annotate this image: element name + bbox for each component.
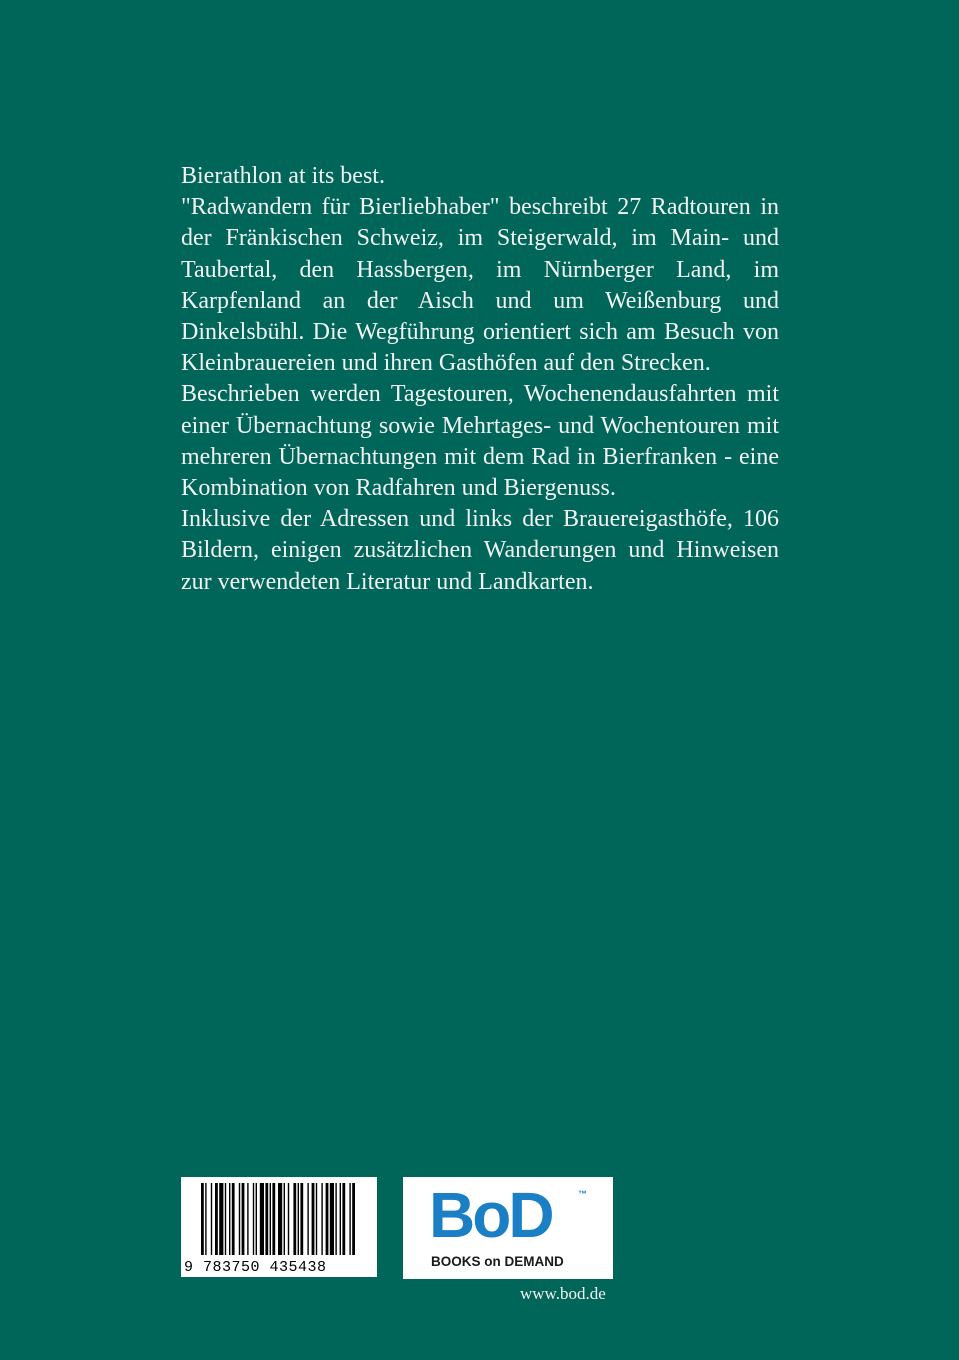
barcode-bar [326, 1183, 329, 1255]
publisher-url[interactable]: www.bod.de [520, 1284, 606, 1303]
barcode-bar [300, 1183, 303, 1255]
barcode-bar [260, 1183, 264, 1255]
barcode-bar [340, 1183, 341, 1255]
barcode-bar [335, 1183, 336, 1255]
barcode-bar [256, 1183, 257, 1255]
barcode-bar [232, 1183, 235, 1255]
barcode-bar [219, 1183, 223, 1255]
barcode-bar [211, 1183, 212, 1255]
back-cover-blurb [181, 161, 779, 598]
publisher-tagline: BOOKS on DEMAND [431, 1254, 564, 1269]
barcode-bar [201, 1183, 204, 1255]
barcode-bar [349, 1183, 350, 1255]
barcode-bar [293, 1183, 296, 1255]
barcode-bar [205, 1183, 206, 1255]
barcode-bar [321, 1183, 322, 1255]
blurb-paragraph-types: Beschrieben werden Tagestouren, Wochenendausfahrten mit einer Übernachtung sowie Mehrtages- und Wochentouren mit mehreren Übernachtungen mit dem Rad in Bierfranken - eine Kombination von Radfahren und Biergenuss. [181, 381, 779, 502]
barcode-bar [225, 1183, 226, 1255]
barcode-bar [253, 1183, 254, 1255]
barcode-bar [215, 1183, 218, 1255]
barcode-bar [342, 1183, 345, 1255]
barcode-bar [307, 1183, 308, 1255]
barcode-bar [288, 1183, 289, 1255]
barcode-bar [316, 1183, 317, 1255]
barcode-bar [239, 1183, 240, 1255]
isbn-number: 9 783750 435438 [184, 1259, 327, 1276]
barcode-bar [270, 1183, 271, 1255]
trademark-symbol: ™ [578, 1189, 587, 1199]
barcode-bar [242, 1183, 245, 1255]
barcode-bar [330, 1183, 334, 1255]
barcode-bars [201, 1183, 357, 1255]
barcode-bar [284, 1183, 285, 1255]
blurb-paragraph-tours: "Radwandern für Bierliebhaber" beschreibt 27 Radtouren in der Fränkischen Schweiz, im Steigerwald, im Main- und Taubertal, den Hassbergen, im Nürnberger Land, im Karpfenland an der Aisch und um Weißenburg und Dinkelsbühl. Die Wegführung orientiert sich am Besuch von Kleinbrauereien und ihren Gasthöfen auf den Strecken. [181, 194, 779, 377]
barcode-bar [352, 1183, 355, 1255]
barcode-bar [247, 1183, 248, 1255]
blurb-paragraph-includes: Inklusive der Adressen und links der Brauereigasthöfe, 106 Bildern, einigen zusätzlichen Wanderungen und Hinweisen zur verwendeten Literatur und Landkarten. [181, 506, 779, 595]
barcode-bar [272, 1183, 275, 1255]
barcode-bar [312, 1183, 315, 1255]
isbn-barcode [181, 1177, 377, 1277]
barcode-bar [229, 1183, 230, 1255]
publisher-logo [403, 1177, 613, 1279]
blurb-tagline: Bierathlon at its best. [181, 163, 385, 189]
barcode-bar [298, 1183, 299, 1255]
barcode-bar [278, 1183, 282, 1255]
bod-logo-text: BoD [429, 1179, 552, 1251]
barcode-bar [265, 1183, 268, 1255]
